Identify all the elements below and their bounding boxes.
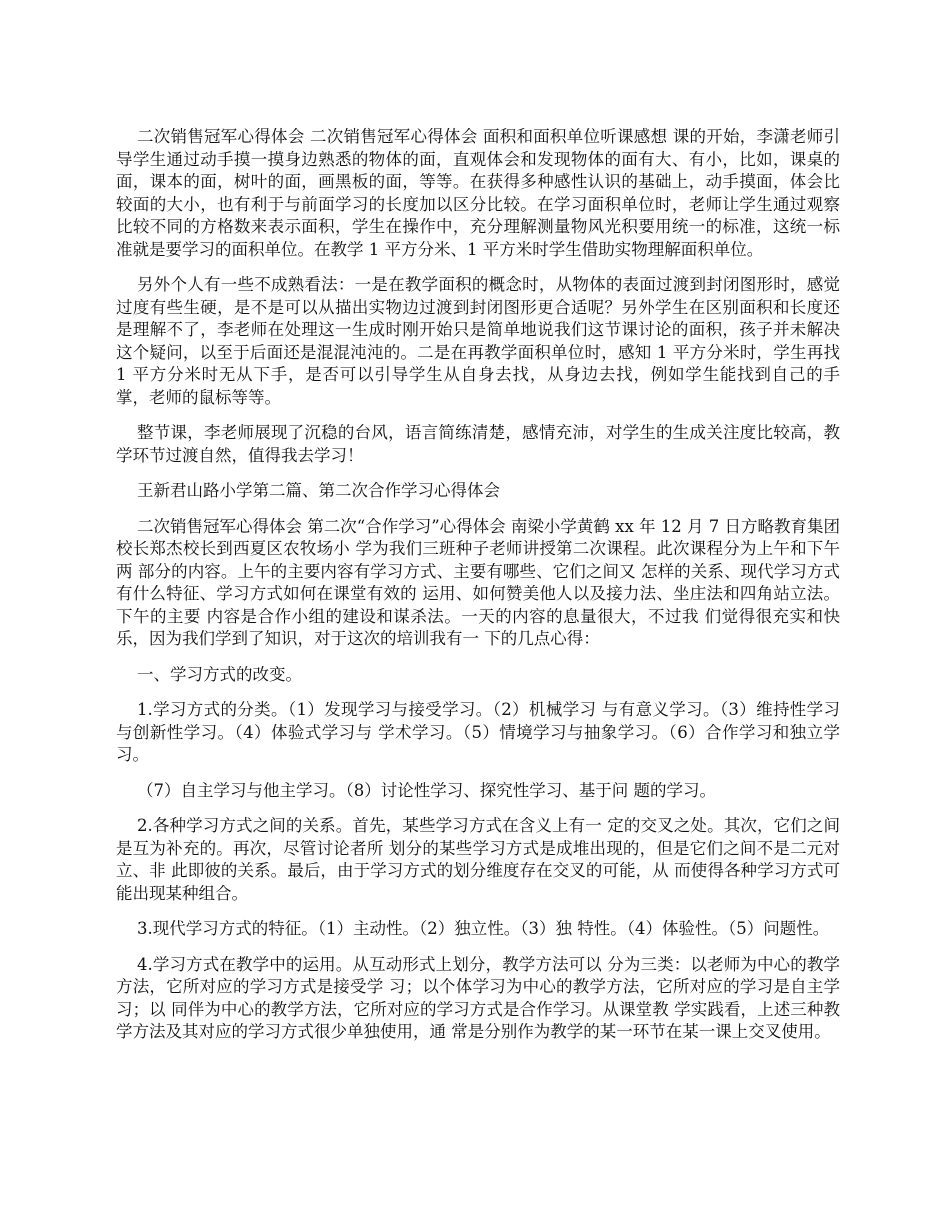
section-heading: 王新君山路小学第二篇、第二次合作学习心得体会: [136, 481, 500, 500]
paragraph-5: 二次销售冠军心得体会 第二次“合作学习”心得体会 南梁小学黄鹤 xx 年 12 月 7 日方略教育集团校长郑杰校长到西夏区农牧场小 学为我们三班种子老师讲授第二次课程。此次课程分为上午和下午两 部分的内容。上午的主要内容有学习方式、主要有哪些、它们之间又 怎样的关系、现代学习方式有什么特征、学习方式如何在课堂有效的 运用、如何赞美他人以及接力法、坐庄法和四角站立法。下午的主要 内容是合作小组的建设和谋杀法。一天的内容的息量很大，不过我 们觉得很充实和快乐，因为我们学到了知识，对于这次的培训我有一 下的几点心得：: [116, 516, 840, 648]
paragraph-7: 1.学习方式的分类。（1）发现学习与接受学习。（2）机械学习 与有意义学习。（3）维持性学习与创新性学习。（4）体验式学习与 学术学习。（5）情境学习与抽象学习。（6）合作学习和独立学习。: [116, 700, 840, 764]
paragraph-2: 另外个人有一些不成熟看法：一是在教学面积的概念时，从物体的表面过渡到封闭图形时，感觉过度有些生硬，是不是可以从描出实物边过渡到封闭图形更合适呢？另外学生在区别面积和长度还是理解不了，李老师在处理这一生成时刚开始只是简单地说我们这节课讨论的面积，孩子并未解决这个疑问，以至于后面还是混混沌沌的。二是在再教学面积单位时，感知 1 平方分米时，学生再找 1 平方分米时无从下手，是否可以引导学生从自身去找，从身边去找，例如学生能找到自己的手掌，老师的鼠标等等。: [116, 275, 840, 407]
subheading-learning-change: 一、学习方式的改变。: [136, 664, 302, 684]
paragraph-1: 二次销售冠军心得体会 二次销售冠军心得体会 面积和面积单位听课感想 课的开始，李潇老师引导学生通过动手摸一摸身边熟悉的物体的面，直观体会和发现物体的面有大、有小，比如，课桌的面，课本的面，树叶的面，画黑板的面，等等。在获得多种感性认识的基础上，动手摸面，体会比较面的大小，也有利于与前面学习的长度加以区分比较。在学习面积单位时，老师让学生通过观察比较不同的方格数来表示面积，学生在操作中，充分理解测量物风光积要用统一的标准，这统一标准就是要学习的面积单位。在教学 1 平方分米、1 平方米时学生借助实物理解面积单位。: [116, 127, 840, 259]
paragraph-3: 整节课，李老师展现了沉稳的台风，语言简练清楚，感情充沛，对学生的生成关注度比较高，教学环节过渡自然，值得我去学习！: [116, 423, 840, 465]
paragraph-11: 4.学习方式在教学中的运用。从互动形式上划分，教学方法可以 分为三类：以老师为中心的教学方法，它所对应的学习方式是接受学 习；以个体学习为中心的教学方法，它所对应的学习是自主学习；以 同伴为中心的教学方法，它所对应的学习方式是合作学习。从课堂教 学实践看，上述三种教学方法及其对应的学习方式很少单独使用，通 常是分别作为教学的某一环节在某一课上交叉使用。: [116, 954, 840, 1041]
paragraph-9: 2.各种学习方式之间的关系。首先，某些学习方式在含义上有一 定的交叉之处。其次，它们之间是互为补充的。再次，尽管讨论者所 划分的某些学习方式是成堆出现的，但是它们之间不是二元对立、非 此即彼的关系。最后，由于学习方式的划分维度存在交叉的可能，从 而使得各种学习方式可能出现某种组合。: [116, 816, 840, 903]
paragraph-8: （7）自主学习与他主学习。（8）讨论性学习、探究性学习、基于问 题的学习。: [136, 780, 716, 800]
document-page: [116, 126, 840, 1057]
paragraph-10: 3.现代学习方式的特征。（1）主动性。（2）独立性。（3）独 特性。（4）体验性。（5）问题性。: [136, 919, 830, 938]
